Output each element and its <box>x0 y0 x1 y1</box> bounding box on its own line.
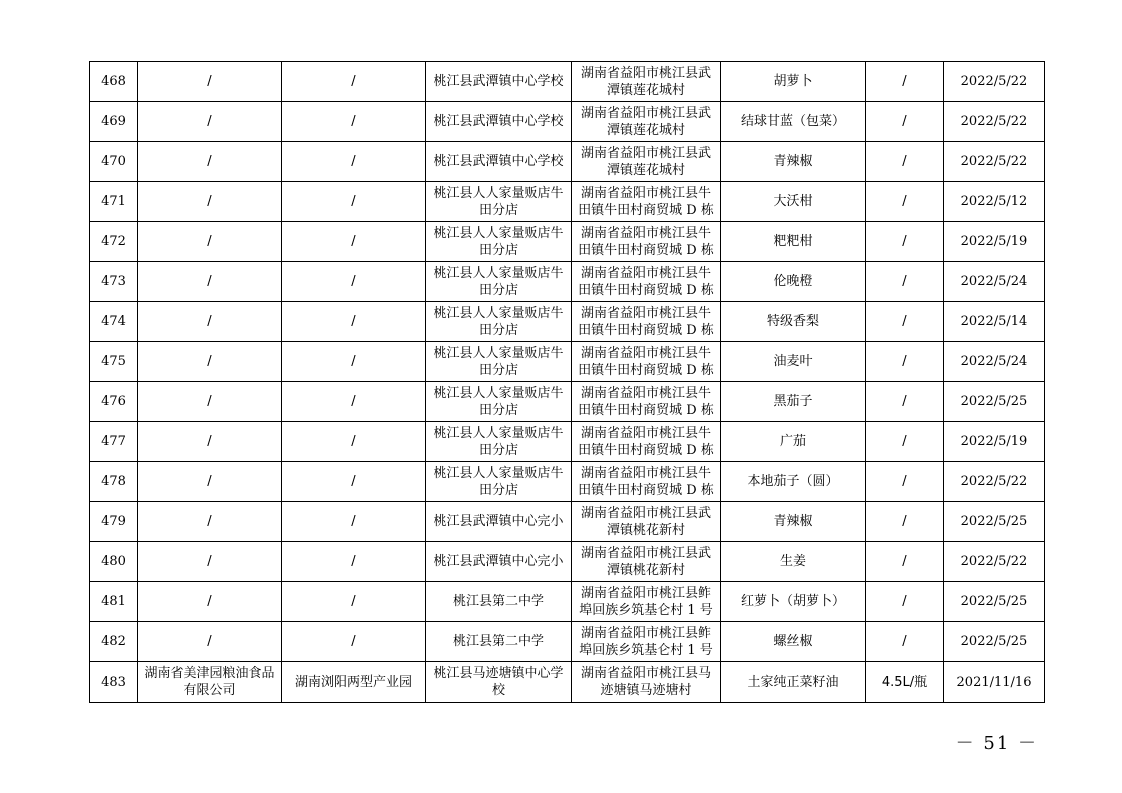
producer-name-cell: / <box>138 382 282 422</box>
page-number: － 51 － <box>955 733 1038 754</box>
sample-name-cell: 胡萝卜 <box>721 62 866 102</box>
row-number-cell: 474 <box>90 302 138 342</box>
table-row <box>90 222 1045 262</box>
sampled-unit-cell: 桃江县第二中学 <box>426 622 572 662</box>
table-row <box>90 502 1045 542</box>
producer-address-cell: / <box>282 382 426 422</box>
sample-name-cell: 螺丝椒 <box>721 622 866 662</box>
specification-cell: / <box>866 582 944 622</box>
specification-cell: / <box>866 102 944 142</box>
sampled-unit-cell: 桃江县人人家量贩店牛田分店 <box>426 222 572 262</box>
sampled-unit-address-cell: 湖南省益阳市桃江县牛田镇牛田村商贸城 D 栋 <box>572 182 721 222</box>
producer-name-cell: / <box>138 102 282 142</box>
producer-name-cell: / <box>138 142 282 182</box>
row-number-cell: 468 <box>90 62 138 102</box>
row-number-cell: 471 <box>90 182 138 222</box>
row-number-cell: 481 <box>90 582 138 622</box>
sampled-unit-address-cell: 湖南省益阳市桃江县武潭镇桃花新村 <box>572 542 721 582</box>
row-number-cell: 476 <box>90 382 138 422</box>
producer-name-cell: / <box>138 222 282 262</box>
sampled-unit-address-cell: 湖南省益阳市桃江县牛田镇牛田村商贸城 D 栋 <box>572 382 721 422</box>
row-number-cell: 475 <box>90 342 138 382</box>
sampled-unit-address-cell: 湖南省益阳市桃江县武潭镇莲花城村 <box>572 142 721 182</box>
sampled-unit-cell: 桃江县人人家量贩店牛田分店 <box>426 382 572 422</box>
row-number-cell: 477 <box>90 422 138 462</box>
production-date-cell: 2022/5/24 <box>944 342 1045 382</box>
row-number-cell: 469 <box>90 102 138 142</box>
specification-cell: / <box>866 382 944 422</box>
production-date-cell: 2022/5/22 <box>944 462 1045 502</box>
specification-cell: / <box>866 342 944 382</box>
specification-cell: / <box>866 422 944 462</box>
sampled-unit-address-cell: 湖南省益阳市桃江县牛田镇牛田村商贸城 D 栋 <box>572 422 721 462</box>
producer-name-cell: / <box>138 342 282 382</box>
sampled-unit-address-cell: 湖南省益阳市桃江县鲊埠回族乡筑基仑村 1 号 <box>572 622 721 662</box>
producer-address-cell: / <box>282 342 426 382</box>
producer-address-cell: / <box>282 182 426 222</box>
sampled-unit-address-cell: 湖南省益阳市桃江县牛田镇牛田村商贸城 D 栋 <box>572 222 721 262</box>
producer-address-cell: / <box>282 582 426 622</box>
sample-name-cell: 生姜 <box>721 542 866 582</box>
production-date-cell: 2022/5/22 <box>944 542 1045 582</box>
row-number-cell: 480 <box>90 542 138 582</box>
producer-address-cell: / <box>282 622 426 662</box>
table-row <box>90 462 1045 502</box>
producer-address-cell: / <box>282 462 426 502</box>
producer-name-cell: 湖南省美津园粮油食品有限公司 <box>138 662 282 703</box>
sampled-unit-address-cell: 湖南省益阳市桃江县武潭镇莲花城村 <box>572 62 721 102</box>
sampled-unit-address-cell: 湖南省益阳市桃江县牛田镇牛田村商贸城 D 栋 <box>572 462 721 502</box>
sampled-unit-address-cell: 湖南省益阳市桃江县马迹塘镇马迹塘村 <box>572 662 721 703</box>
producer-name-cell: / <box>138 542 282 582</box>
sampled-unit-address-cell: 湖南省益阳市桃江县牛田镇牛田村商贸城 D 栋 <box>572 342 721 382</box>
production-date-cell: 2022/5/14 <box>944 302 1045 342</box>
producer-address-cell: / <box>282 102 426 142</box>
producer-name-cell: / <box>138 182 282 222</box>
sample-name-cell: 油麦叶 <box>721 342 866 382</box>
production-date-cell: 2022/5/22 <box>944 142 1045 182</box>
row-number-cell: 472 <box>90 222 138 262</box>
sampled-unit-cell: 桃江县人人家量贩店牛田分店 <box>426 302 572 342</box>
producer-address-cell: / <box>282 62 426 102</box>
production-date-cell: 2022/5/22 <box>944 62 1045 102</box>
producer-name-cell: / <box>138 622 282 662</box>
table-row <box>90 342 1045 382</box>
sample-name-cell: 特级香梨 <box>721 302 866 342</box>
row-number-cell: 479 <box>90 502 138 542</box>
sampled-unit-cell: 桃江县武潭镇中心完小 <box>426 542 572 582</box>
table-row <box>90 582 1045 622</box>
sampled-unit-cell: 桃江县人人家量贩店牛田分店 <box>426 422 572 462</box>
sample-name-cell: 广茄 <box>721 422 866 462</box>
sampled-unit-cell: 桃江县人人家量贩店牛田分店 <box>426 462 572 502</box>
specification-cell: / <box>866 182 944 222</box>
sample-name-cell: 本地茄子（圆） <box>721 462 866 502</box>
sample-name-cell: 大沃柑 <box>721 182 866 222</box>
table-row <box>90 622 1045 662</box>
table-row <box>90 142 1045 182</box>
table-row <box>90 182 1045 222</box>
sample-name-cell: 黑茄子 <box>721 382 866 422</box>
producer-name-cell: / <box>138 422 282 462</box>
sample-name-cell: 红萝卜（胡萝卜） <box>721 582 866 622</box>
production-date-cell: 2022/5/25 <box>944 502 1045 542</box>
production-date-cell: 2022/5/25 <box>944 582 1045 622</box>
sampled-unit-cell: 桃江县人人家量贩店牛田分店 <box>426 262 572 302</box>
sampled-unit-address-cell: 湖南省益阳市桃江县武潭镇莲花城村 <box>572 102 721 142</box>
production-date-cell: 2022/5/19 <box>944 422 1045 462</box>
sampled-unit-address-cell: 湖南省益阳市桃江县牛田镇牛田村商贸城 D 栋 <box>572 302 721 342</box>
producer-address-cell: / <box>282 142 426 182</box>
inspection-table <box>89 61 1045 703</box>
specification-cell: / <box>866 622 944 662</box>
producer-address-cell: 湖南浏阳两型产业园 <box>282 662 426 703</box>
producer-name-cell: / <box>138 302 282 342</box>
production-date-cell: 2022/5/12 <box>944 182 1045 222</box>
specification-cell: / <box>866 542 944 582</box>
producer-name-cell: / <box>138 62 282 102</box>
table-row <box>90 422 1045 462</box>
specification-cell: / <box>866 142 944 182</box>
sampled-unit-cell: 桃江县第二中学 <box>426 582 572 622</box>
sampled-unit-cell: 桃江县马迹塘镇中心学校 <box>426 662 572 703</box>
production-date-cell: 2022/5/25 <box>944 382 1045 422</box>
sample-name-cell: 青辣椒 <box>721 142 866 182</box>
table-row <box>90 302 1045 342</box>
producer-name-cell: / <box>138 502 282 542</box>
producer-address-cell: / <box>282 502 426 542</box>
specification-cell: / <box>866 62 944 102</box>
table-row <box>90 102 1045 142</box>
table-row <box>90 62 1045 102</box>
table-row <box>90 382 1045 422</box>
sample-name-cell: 土家纯正菜籽油 <box>721 662 866 703</box>
producer-address-cell: / <box>282 422 426 462</box>
producer-name-cell: / <box>138 582 282 622</box>
producer-address-cell: / <box>282 222 426 262</box>
row-number-cell: 478 <box>90 462 138 502</box>
sampled-unit-cell: 桃江县人人家量贩店牛田分店 <box>426 182 572 222</box>
sample-name-cell: 粑粑柑 <box>721 222 866 262</box>
sample-name-cell: 结球甘蓝（包菜） <box>721 102 866 142</box>
specification-cell: / <box>866 302 944 342</box>
sampled-unit-address-cell: 湖南省益阳市桃江县鲊埠回族乡筑基仑村 1 号 <box>572 582 721 622</box>
row-number-cell: 483 <box>90 662 138 703</box>
producer-address-cell: / <box>282 542 426 582</box>
producer-name-cell: / <box>138 462 282 502</box>
table-body <box>90 62 1045 703</box>
specification-cell: / <box>866 462 944 502</box>
row-number-cell: 482 <box>90 622 138 662</box>
sample-name-cell: 青辣椒 <box>721 502 866 542</box>
specification-cell: 4.5L/瓶 <box>866 662 944 703</box>
specification-cell: / <box>866 222 944 262</box>
producer-name-cell: / <box>138 262 282 302</box>
sample-name-cell: 伦晚橙 <box>721 262 866 302</box>
sampled-unit-address-cell: 湖南省益阳市桃江县牛田镇牛田村商贸城 D 栋 <box>572 262 721 302</box>
sampled-unit-cell: 桃江县武潭镇中心学校 <box>426 142 572 182</box>
production-date-cell: 2022/5/22 <box>944 102 1045 142</box>
row-number-cell: 473 <box>90 262 138 302</box>
sampled-unit-address-cell: 湖南省益阳市桃江县武潭镇桃花新村 <box>572 502 721 542</box>
specification-cell: / <box>866 262 944 302</box>
table-row <box>90 262 1045 302</box>
production-date-cell: 2022/5/24 <box>944 262 1045 302</box>
producer-address-cell: / <box>282 302 426 342</box>
specification-cell: / <box>866 502 944 542</box>
table-row <box>90 662 1045 703</box>
sampled-unit-cell: 桃江县武潭镇中心完小 <box>426 502 572 542</box>
sampled-unit-cell: 桃江县武潭镇中心学校 <box>426 102 572 142</box>
row-number-cell: 470 <box>90 142 138 182</box>
producer-address-cell: / <box>282 262 426 302</box>
production-date-cell: 2021/11/16 <box>944 662 1045 703</box>
sampled-unit-cell: 桃江县武潭镇中心学校 <box>426 62 572 102</box>
table-row <box>90 542 1045 582</box>
sampled-unit-cell: 桃江县人人家量贩店牛田分店 <box>426 342 572 382</box>
production-date-cell: 2022/5/25 <box>944 622 1045 662</box>
production-date-cell: 2022/5/19 <box>944 222 1045 262</box>
